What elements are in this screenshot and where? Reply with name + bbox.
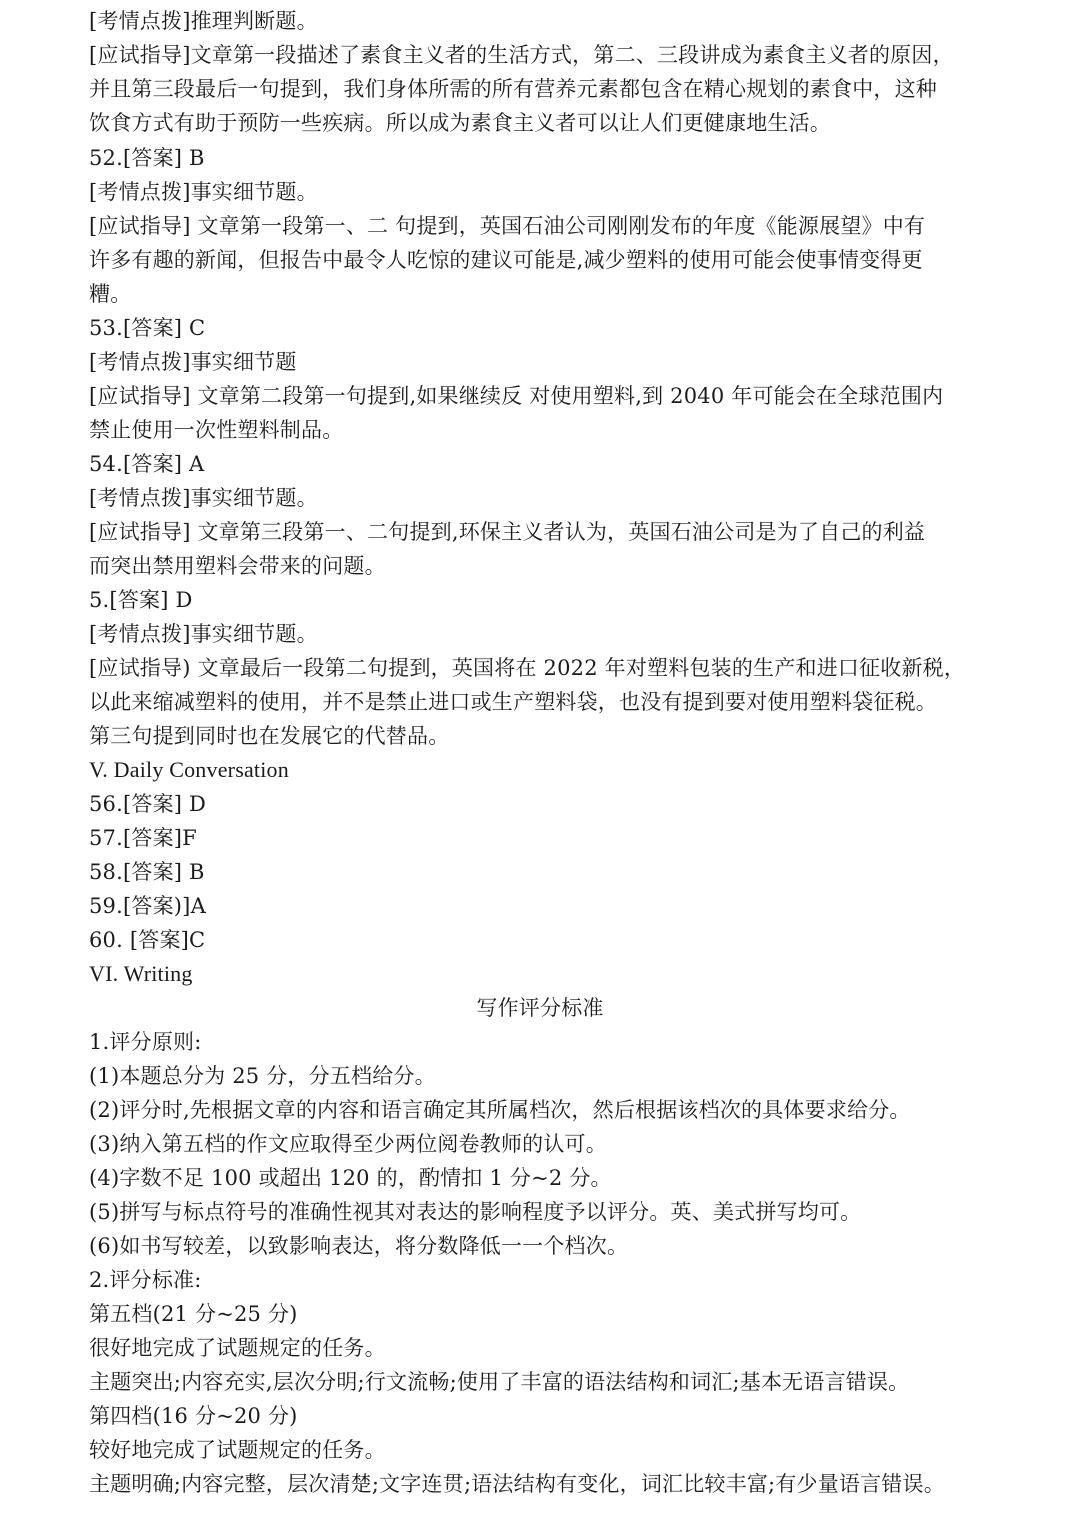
text-line: (1)本题总分为 25 分，分五档给分。 <box>89 1064 436 1088</box>
answer-line: 60. [答案]C <box>89 928 206 952</box>
answer-line: 59.[答案)]A <box>89 894 206 918</box>
text-line: [考情点拨]推理判断题。 <box>89 9 318 33</box>
answer-line: 57.[答案]F <box>89 826 197 850</box>
text-line: 第五档(21 分~25 分) <box>89 1302 298 1326</box>
answer-line: 56.[答案] D <box>89 792 207 816</box>
text-line: 1.评分原则: <box>89 1030 202 1054</box>
text-line: 主题明确;内容完整，层次清楚;文字连贯;语法结构有变化，词汇比较丰富;有少量语言错误。 <box>89 1472 945 1496</box>
answer-line: 5.[答案] D <box>89 588 193 612</box>
text-line: [考情点拨]事实细节题。 <box>89 486 318 510</box>
text-line: 禁止使用一次性塑料制品。 <box>89 418 344 442</box>
text-line: [应试指导]文章第一段描述了素食主义者的生活方式，第二、三段讲成为素食主义者的原因， <box>89 43 954 67</box>
text-line: [应试指导] 文章第三段第一、二句提到,环保主义者认为，英国石油公司是为了自己的利益 <box>89 520 926 544</box>
text-line: 很好地完成了试题规定的任务。 <box>89 1336 386 1360</box>
text-line: (4)字数不足 100 或超出 120 的，酌情扣 1 分~2 分。 <box>89 1166 612 1190</box>
section-heading: V. Daily Conversation <box>89 757 289 782</box>
text-line: [考情点拨]事实细节题。 <box>89 622 318 646</box>
text-line: 2.评分标准: <box>89 1268 202 1292</box>
text-line: 而突出禁用塑料会带来的问题。 <box>89 554 386 578</box>
text-line: 主题突出;内容充实,层次分明;行文流畅;使用了丰富的语法结构和词汇;基本无语言错误。 <box>89 1370 910 1394</box>
text-line: 并且第三段最后一句提到，我们身体所需的所有营养元素都包含在精心规划的素食中，这种 <box>89 77 937 101</box>
text-line: [应试指导) 文章最后一段第二句提到，英国将在 2022 年对塑料包装的生产和进口征收新税， <box>89 656 966 680</box>
text-line: 糟。 <box>89 282 132 306</box>
text-line: (3)纳入第五档的作文应取得至少两位阅卷教师的认可。 <box>89 1132 607 1156</box>
text-line: 第四档(16 分~20 分) <box>89 1404 298 1428</box>
centered-title: 写作评分标准 <box>476 996 604 1020</box>
text-line: 许多有趣的新闻，但报告中最令人吃惊的建议可能是,减少塑料的使用可能会使事情变得更 <box>89 248 923 272</box>
text-line: (2)评分时,先根据文章的内容和语言确定其所属档次，然后根据该档次的具体要求给分。 <box>89 1098 911 1122</box>
text-line: 以此来缩减塑料的使用，并不是禁止进口或生产塑料袋，也没有提到要对使用塑料袋征税。 <box>89 690 937 714</box>
text-line: (6)如书写较差，以致影响表达，将分数降低一一个档次。 <box>89 1234 629 1258</box>
text-line: [应试指导] 文章第二段第一句提到,如果继续反 对使用塑料,到 2040 年可能会在全球范围内 <box>89 384 944 408</box>
answer-line: 58.[答案] B <box>89 860 205 884</box>
answer-line: 52.[答案] B <box>89 146 205 170</box>
section-heading: VI. Writing <box>89 961 193 986</box>
text-line: 较好地完成了试题规定的任务。 <box>89 1438 386 1462</box>
text-line: [考情点拨]事实细节题。 <box>89 180 318 204</box>
text-line: [应试指导] 文章第一段第一、二 句提到，英国石油公司刚刚发布的年度《能源展望》中有 <box>89 214 926 238</box>
text-line: [考情点拨]事实细节题 <box>89 350 297 374</box>
text-line: (5)拼写与标点符号的准确性视其对表达的影响程度予以评分。英、美式拼写均可。 <box>89 1200 862 1224</box>
text-line: 第三句提到同时也在发展它的代替品。 <box>89 724 450 748</box>
answer-line: 53.[答案] C <box>89 316 206 340</box>
answer-line: 54.[答案] A <box>89 452 205 476</box>
text-line: 饮食方式有助于预防一些疾病。所以成为素食主义者可以让人们更健康地生活。 <box>89 111 831 135</box>
